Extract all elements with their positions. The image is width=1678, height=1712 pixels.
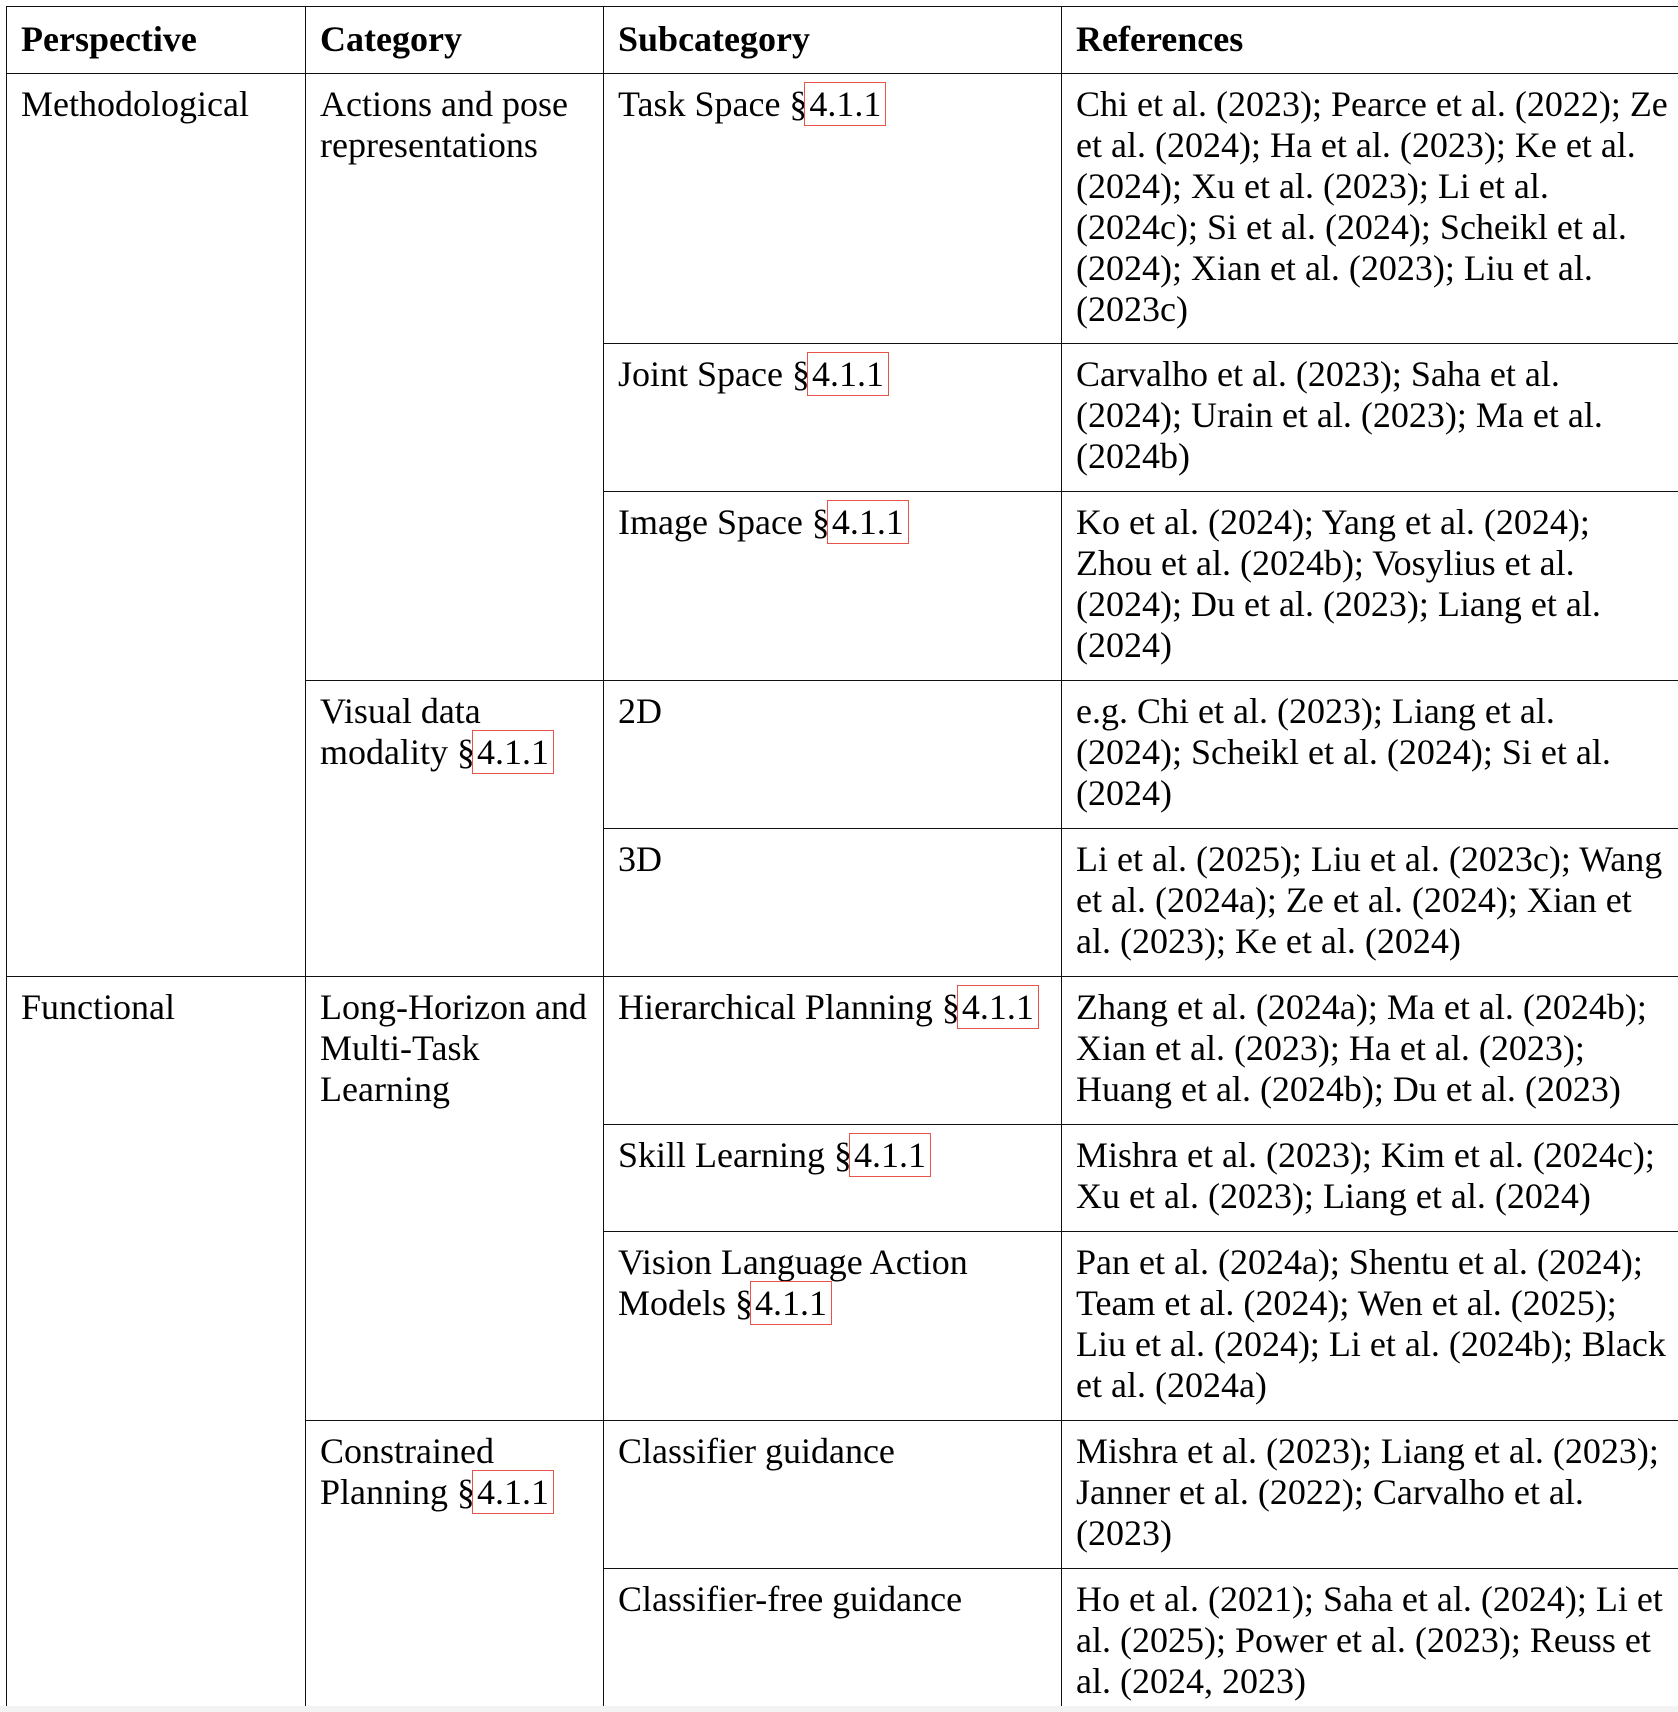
category-visual-data xyxy=(306,681,604,977)
table-row xyxy=(7,977,1678,1125)
references-image-space[interactable]: Ko et al. (2024); Yang et al. (2024); Zhou et al. (2024b); Vosylius et al. (2024); Du et al. (2023); Liang et al. (2024) xyxy=(1062,492,1678,681)
section-link[interactable]: 4.1.1 xyxy=(477,1472,550,1512)
subcategory-2d: 2D xyxy=(604,681,1062,829)
references-hierarchical[interactable]: Zhang et al. (2024a); Ma et al. (2024b); Xian et al. (2023); Ha et al. (2023); Huang et al. (2024b); Du et al. (2023) xyxy=(1062,977,1678,1125)
references-vla[interactable]: Pan et al. (2024a); Shentu et al. (2024); Team et al. (2024); Wen et al. (2025); Liu et al. (2024); Li et al. (2024b); Black et al. (2024a) xyxy=(1062,1232,1678,1421)
section-link[interactable]: 4.1.1 xyxy=(961,987,1034,1027)
header-subcategory: Subcategory xyxy=(604,7,1062,74)
subcategory-label: Image Space § xyxy=(618,502,830,542)
subcategory-image-space xyxy=(604,492,1062,681)
subcategory-vla xyxy=(604,1232,1062,1421)
subcategory-label: Skill Learning § xyxy=(618,1135,852,1175)
section-link[interactable]: 4.1.1 xyxy=(831,502,904,542)
section-link[interactable]: 4.1.1 xyxy=(809,84,882,124)
perspective-functional: Functional xyxy=(7,977,306,1711)
page-bottom-edge xyxy=(0,1706,1678,1712)
table-row xyxy=(7,74,1678,344)
references-skill[interactable]: Mishra et al. (2023); Kim et al. (2024c); Xu et al. (2023); Liang et al. (2024) xyxy=(1062,1125,1678,1232)
category-label: Visual data modality § xyxy=(320,691,481,772)
subcategory-classifier-free: Classifier-free guidance xyxy=(604,1569,1062,1711)
header-category: Category xyxy=(306,7,604,74)
references-classifier[interactable]: Mishra et al. (2023); Liang et al. (2023); Janner et al. (2022); Carvalho et al. (2023) xyxy=(1062,1421,1678,1569)
subcategory-3d: 3D xyxy=(604,829,1062,977)
subcategory-joint-space xyxy=(604,344,1062,492)
survey-table xyxy=(6,6,1678,1711)
section-link[interactable]: 4.1.1 xyxy=(853,1135,926,1175)
subcategory-task-space xyxy=(604,74,1062,344)
category-actions-pose: Actions and pose representations xyxy=(306,74,604,681)
subcategory-hierarchical xyxy=(604,977,1062,1125)
section-link[interactable]: 4.1.1 xyxy=(755,1283,827,1323)
references-2d[interactable]: e.g. Chi et al. (2023); Liang et al. (2024); Scheikl et al. (2024); Si et al. (2024) xyxy=(1062,681,1678,829)
section-link[interactable]: 4.1.1 xyxy=(811,354,884,394)
subcategory-label: Task Space § xyxy=(618,84,808,124)
header-references: References xyxy=(1062,7,1678,74)
subcategory-label: Joint Space § xyxy=(618,354,810,394)
subcategory-skill xyxy=(604,1125,1062,1232)
references-3d[interactable]: Li et al. (2025); Liu et al. (2023c); Wang et al. (2024a); Ze et al. (2024); Xian et al. (2023); Ke et al. (2024) xyxy=(1062,829,1678,977)
references-classifier-free[interactable]: Ho et al. (2021); Saha et al. (2024); Li et al. (2025); Power et al. (2023); Reuss et al. (2024, 2023) xyxy=(1062,1569,1678,1711)
perspective-methodological: Methodological xyxy=(7,74,306,977)
category-long-horizon: Long-Horizon and Multi-Task Learning xyxy=(306,977,604,1421)
header-perspective: Perspective xyxy=(7,7,306,74)
references-joint-space[interactable]: Carvalho et al. (2023); Saha et al. (2024); Urain et al. (2023); Ma et al. (2024b) xyxy=(1062,344,1678,492)
category-label: Constrained Planning § xyxy=(320,1431,494,1512)
section-link[interactable]: 4.1.1 xyxy=(477,732,549,772)
header-row xyxy=(7,7,1678,74)
references-task-space[interactable]: Chi et al. (2023); Pearce et al. (2022); Ze et al. (2024); Ha et al. (2023); Ke et al. (2024); Xu et al. (2023); Li et al. (2024c); Si et al. (2024); Scheikl et al. (2024); Xian et al. (2023); Liu et al. (2023c) xyxy=(1062,74,1678,344)
category-constrained xyxy=(306,1421,604,1711)
subcategory-label: Hierarchical Planning § xyxy=(618,987,960,1027)
subcategory-classifier: Classifier guidance xyxy=(604,1421,1062,1569)
subcategory-label: Vision Language Action Models § xyxy=(618,1242,968,1323)
